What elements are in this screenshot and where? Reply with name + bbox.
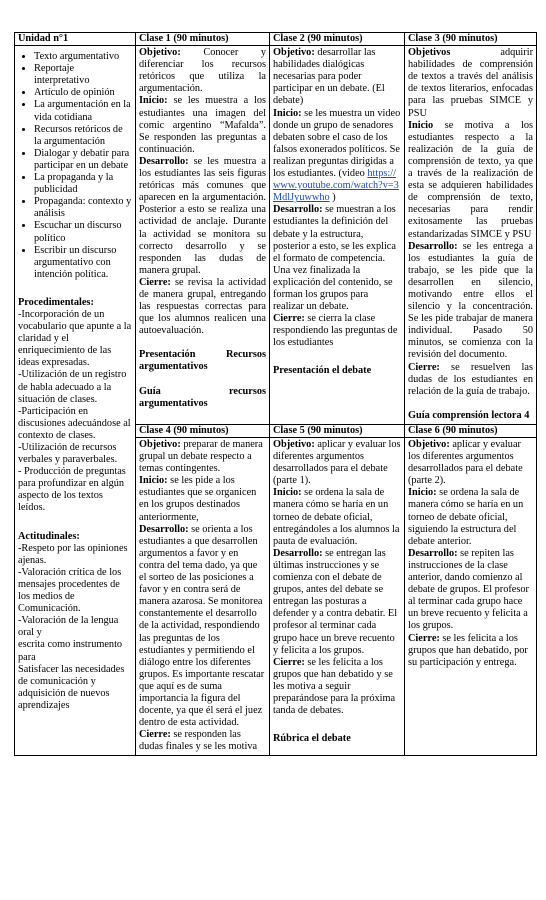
actitudinal-item: -Valoración crítica de los mensajes procedentes de los medios de Comunicación. <box>18 566 122 615</box>
procedimental-item: -Utilización de recursos verbales y paraverbales. <box>18 442 118 466</box>
header-clase-1: Clase 1 (90 minutos) <box>136 33 270 46</box>
actitudinal-item: escrita como instrumento para <box>18 639 123 663</box>
clase-3-objetivo: Objetivos adquirir habilidades de comprensión de textos a través del análisis de textos literarios, enfocadas para las pruebas SIMCE y PSU <box>408 47 533 119</box>
procedimental-item: -Incorporación de un vocabulario que apunte a la claridad y el enriquecimiento de las ideas expresadas. <box>18 308 132 369</box>
clase-3-resource: Guía comprensión lectora 4 <box>408 409 530 421</box>
procedimentales-title: Procedimentales: <box>18 296 94 308</box>
clase-4-inicio: Inicio: se les pide a los estudiantes que se organicen en los grupos destinados anteriormente, <box>139 475 257 523</box>
lesson-plan-table <box>14 32 537 756</box>
clase-5-cell <box>270 438 405 756</box>
unit-cell <box>15 46 136 756</box>
header-clase-3: Clase 3 (90 minutos) <box>405 33 537 46</box>
clase-5-inicio: Inicio: se ordena la sala de manera cómo se haría en un torneo de debate oficial, entregándoles a los alumnos la pauta de evaluación. <box>273 487 400 547</box>
header-clase-2: Clase 2 (90 minutos) <box>270 33 405 46</box>
clase-6-objetivo: Objetivo: aplicar y evaluar los diferentes argumentos desarrollados para el debate (parte 2). <box>408 439 523 487</box>
actitudinales-title: Actitudinales: <box>18 530 80 542</box>
clase-3-desarrollo: Desarrollo: se les entrega a los estudiantes la guía de trabajo, se les pide que la desarrollen en silencio, motivando entre ellos el silencio y la concentración. Se les pide trabajar de manera individual. Pasado 50 minutos, se comienza con la revisión del documento. <box>408 240 533 361</box>
topic-item: • La argumentación en la vida cotidiana <box>34 99 132 123</box>
clase-1-cell <box>136 46 270 425</box>
topic-item: • Recursos retóricos de la argumentación <box>34 124 132 148</box>
topic-item: • Reportaje interpretativo <box>34 63 132 87</box>
clase-4-desarrollo: Desarrollo: se orienta a los estudiantes a que desarrollen argumentos a favor y en contra del tema dado, ya que el sorteo de las posiciones a favor y en contra será de manera azarosa. Se monitorea constantemente el desarrollo de la actividad, respondiendo las preguntas de los estudiantes y permitiendo el diálogo entre los diferentes grupos. Es importante rescatar que aquí es de suma importancia la figura del docente, ya que él será el juez dentro de esta actividad. <box>139 523 265 729</box>
clase-5-desarrollo: Desarrollo: se entregan las últimas instrucciones y se comienza con el debate de grupos, antes del debate se entregan las posturas a defender y a contra debatir. El profesor al terminar cada grupo hace un breve recuento y felicita a los grupos. <box>273 547 398 656</box>
clase-5-resource: Rúbrica el debate <box>273 733 351 745</box>
clase-2-objetivo: Objetivo: desarrollar las habilidades dialógicas necesarias para poder participar en un debate. (El debate) <box>273 47 385 107</box>
header-row-1 <box>15 33 537 46</box>
clase-2-inicio: Inicio: se les muestra un video donde un grupo de senadores debaten sobre el caso de los falsos exonerados políticos. Se realizan preguntas dirigidas a los estudiantes. (video https://www.youtube.com/watch?v=3MdlJyuwwho ) <box>273 107 401 204</box>
clase-3-cell <box>405 46 537 425</box>
topic-item: • Escribir un discurso argumentativo con intención política. <box>34 245 132 281</box>
clase-2-cell <box>270 46 405 425</box>
topic-item: • Propaganda: contexto y análisis <box>34 196 132 220</box>
clase-2-resource: Presentación el debate <box>273 365 372 377</box>
actitudinal-item: -Valoración de la lengua oral y <box>18 615 119 639</box>
topic-item: • Artículo de opinión <box>34 87 132 99</box>
content-row-1 <box>15 46 537 425</box>
topic-item: • Texto argumentativo <box>34 51 132 63</box>
header-clase-5: Clase 5 (90 minutos) <box>270 424 405 437</box>
clase-2-cierre: Cierre: se cierra la clase respondiendo las preguntas de los estudiantes <box>273 313 398 349</box>
procedimental-item: -Utilización de un registro de habla adecuado a la situación de clases. <box>18 369 127 405</box>
actitudinal-item: Satisfacer las necesidades de comunicación y adquisición de nuevos aprendizajes <box>18 663 125 711</box>
clase-3-cierre: Cierre: se resuelven las dudas de los estudiantes en relación de la guía de trabajo. <box>408 361 533 397</box>
topic-item: • Dialogar y debatir para participar en un debate <box>34 148 132 172</box>
header-clase-6: Clase 6 (90 minutos) <box>405 424 537 437</box>
clase-6-inicio: Inicio: se ordena la sala de manera cómo se haría en un torneo de debate oficial, siguiendo la estructura del debate anterior. <box>408 487 524 547</box>
clase-5-objetivo: Objetivo: aplicar y evaluar los diferentes argumentos desarrollados para el debate (parte 1). <box>273 439 401 487</box>
clase-4-cierre: Cierre: se responden las dudas finales y se les motiva <box>139 729 258 753</box>
clase-6-desarrollo: Desarrollo: se repiten las instrucciones de la clase anterior, dando comienzo al debate de grupos. El profesor al terminar cada grupo hace un breve recuento y felicita a los grupos. <box>408 547 529 632</box>
clase-5-cierre: Cierre: se les felicita a los grupos que han debatido y se les motiva a seguir preparándose para la próxima tanda de debates. <box>273 656 396 717</box>
topic-item: • La propaganda y la publicidad <box>34 172 132 196</box>
clase-6-cell <box>405 438 537 756</box>
clase-4-objetivo: Objetivo: preparar de manera grupal un debate respecto a temas contingentes. <box>139 439 263 475</box>
clase-1-inicio: Inicio: se les muestra a los estudiantes una imagen del comic argentino “Mafalda”. Se responden las preguntas a continuación. <box>139 95 266 155</box>
header-unidad: Unidad n°1 <box>15 33 136 46</box>
clase-4-cell <box>136 438 270 756</box>
clase-2-desarrollo: Desarrollo: se muestran a los estudiantes la definición del debate y la estructura, posterior a esto, se les explica el formato de competencia. Una vez finalizada la explicación del contenido, se forman los grupos para realizar un debate. <box>273 204 396 313</box>
clase-1-resource: Guía recursos argumentativos <box>139 385 266 409</box>
clase-3-inicio: Inicio se motiva a los estudiantes respecto a la realización de la guía de comprensión de texto, ya que a través de la realización de esta se adquieren habilidades de comprensión de texto, necesarias para rendir exitosamente las pruebas estandarizadas SIMCE y PSU <box>408 119 533 240</box>
clase-1-desarrollo: Desarrollo: se les muestra a los estudiantes las seis figuras retóricas más comunes que aparecen en la argumentación. Posterior a esto se realiza una actividad de anclaje. Durante la actividad se monitora su correcto desarrollo y se responden las dudas de manera grupal. <box>139 155 266 276</box>
clase-6-cierre: Cierre: se les felicita a los grupos que han debatido, por su participación y entrega. <box>408 632 528 668</box>
actitudinal-item: -Respeto por las opiniones ajenas. <box>18 542 128 566</box>
clase-1-cierre: Cierre: se revisa la actividad de manera grupal, entregando las respuestas correctas para que los alumnos realicen una autoevaluación. <box>139 276 266 337</box>
video-link[interactable]: https://www.youtube.com/watch?v=3MdlJyuwwho <box>273 168 399 204</box>
clase-1-resource: Presentación Recursos argumentativos <box>139 349 266 373</box>
clase-1-objetivo: Objetivo: Conocer y diferenciar los recursos retóricos que utiliza la argumentación. <box>139 47 266 95</box>
header-clase-4: Clase 4 (90 minutos) <box>136 424 270 437</box>
procedimental-item: -Participación en discusiones adecuándose al contexto de clases. <box>18 405 131 441</box>
procedimental-item: - Producción de preguntas para profundizar en algún aspecto de los textos leídos. <box>18 466 126 514</box>
topic-list <box>18 51 132 281</box>
topic-item: • Escuchar un discurso político <box>34 220 132 244</box>
